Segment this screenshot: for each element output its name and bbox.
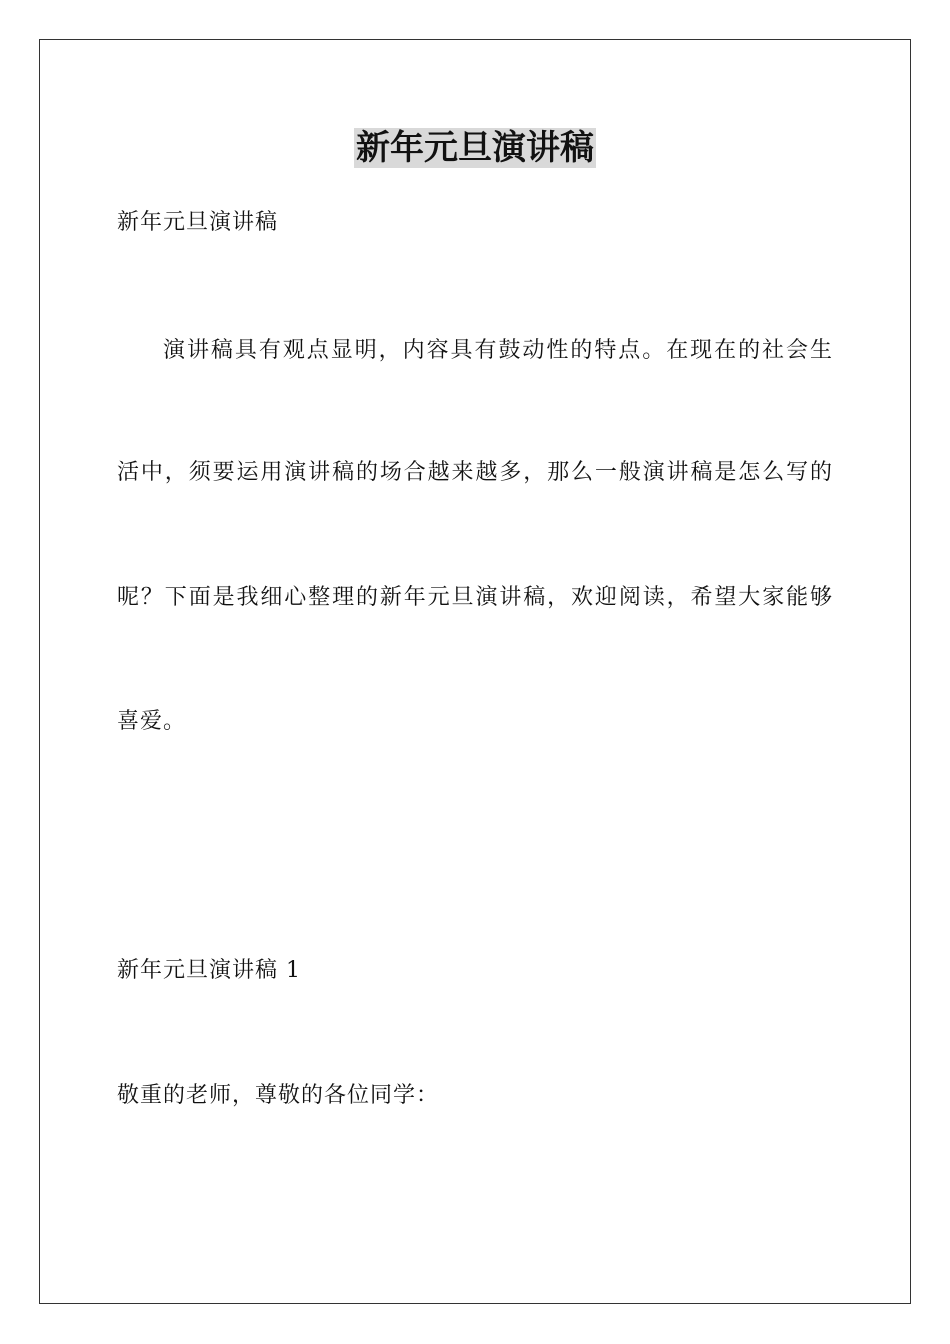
intro-line-1: 演讲稿具有观点显明，内容具有鼓动性的特点。在现在的社会生 [163,338,833,363]
document-subtitle: 新年元旦演讲稿 [117,210,279,235]
document-title [0,124,950,172]
intro-line-2: 活中，须要运用演讲稿的场合越来越多，那么一般演讲稿是怎么写的 [117,460,833,485]
intro-line-4: 喜爱。 [117,709,187,734]
section-heading: 新年元旦演讲稿 1 [117,958,301,983]
intro-line-3: 呢？下面是我细心整理的新年元旦演讲稿，欢迎阅读，希望大家能够 [117,585,833,610]
document-title-text: 新年元旦演讲稿 [356,128,594,168]
salutation: 敬重的老师，尊敬的各位同学： [117,1083,440,1108]
